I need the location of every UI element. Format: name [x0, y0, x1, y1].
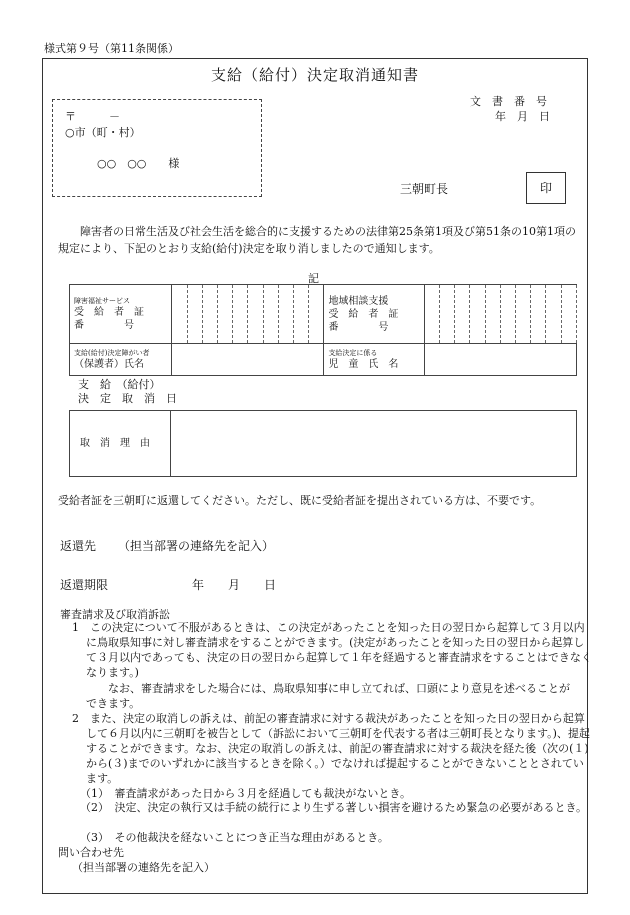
digit-cell	[485, 285, 500, 344]
inquiry-value: （担当部署の連絡先を記入）	[72, 861, 215, 874]
address-box	[52, 99, 262, 197]
digit-cell	[172, 285, 187, 344]
cancel-date-line1: 支 給 （給付）	[78, 378, 161, 391]
digit-cell	[470, 285, 485, 344]
digit-cell	[516, 285, 531, 344]
digit-cell	[500, 285, 515, 344]
document-date-label: 年 月 日	[495, 110, 550, 123]
reason-label-cell	[70, 411, 171, 477]
appeal-item-2: 2 また、決定の取消しの訴えは、前記の審査請求に対する裁決があったことを知った日の翌日から起算して６月以内に三朝町を被告として（訴訟において三朝町を代表する者は三朝町長となります。)、提起することができます。なお、決定の取消しの訴えは、前記の審査請求に対する裁決を経た後（次の(１)から(３)までのいずれかに該当するときを除く。）でなければ提起することができないこととされています。	[72, 712, 590, 785]
digit-cell	[309, 285, 324, 344]
postal-code: 〒 －	[65, 110, 120, 123]
recipient-cert-label-cell	[70, 285, 172, 344]
reason-value	[171, 411, 577, 477]
ki-label: 記	[308, 272, 319, 285]
digit-cell	[546, 285, 561, 344]
return-deadline-label: 返還期限	[60, 578, 109, 592]
appeal-sub-3: （3） その他裁決を経ないことにつき正当な理由があるとき。	[80, 831, 389, 844]
digit-cell	[278, 285, 293, 344]
consult-cert-line3: 番 号	[328, 321, 389, 333]
appeal-item-1: 1 この決定について不服があるときは、この決定があったことを知った日の翌日から起算して３月以内に鳥取県知事に対し審査請求をすることができます。(決定があったことを知った日の翌日から起算して３月以内であっても、決定の日の翌日から起算して１年を経過すると審査請求をすることはできなくなります。)	[72, 621, 592, 679]
guardian-line: （保護者）氏名	[74, 359, 144, 370]
recipient-cert-line2: 番 号	[74, 320, 134, 331]
child-line: 児 童 氏 名	[328, 359, 399, 370]
document-number-label: 文 書 番 号	[470, 95, 547, 108]
cancel-date-line2: 決 定 取 消 日	[78, 392, 177, 405]
document-title: 支給（給付）決定取消通知書	[210, 66, 419, 84]
recipient-cert-top: 障害福祉サービス	[74, 297, 130, 305]
address-city: ○市（町・村）	[65, 126, 141, 139]
digit-cell	[424, 285, 439, 344]
digit-cell	[263, 285, 278, 344]
digit-cell	[218, 285, 233, 344]
return-destination-label: 返還先	[60, 539, 97, 553]
digit-cell	[455, 285, 470, 344]
appeal-heading: 審査請求及び取消訴訟	[60, 608, 170, 621]
seal-box	[526, 172, 566, 204]
digit-cell	[248, 285, 263, 344]
child-top: 支給決定に係る	[328, 349, 378, 357]
inquiry-heading: 問い合わせ先	[58, 846, 124, 859]
info-table	[69, 284, 577, 376]
digit-cell	[440, 285, 455, 344]
digit-cell	[187, 285, 202, 344]
digit-cell	[531, 285, 546, 344]
consult-cert-line2: 受 給 者 証	[328, 308, 399, 320]
recipient-name: ○○ ○○ 様	[97, 157, 180, 170]
return-deadline-value: 年 月 日	[192, 578, 277, 592]
child-label-cell	[324, 344, 424, 376]
appeal-sub-2: （2） 決定、決定の執行又は手続の続行により生ずる著しい損害を避けるため緊急の必要があるとき。	[80, 801, 588, 814]
child-name-value	[424, 344, 576, 376]
intro-text: 障害者の日常生活及び社会生活を総合的に支援するための法律第25条第1項及び第51条の10第1項の規定により、下記のとおり支給(給付)決定を取り消しましたので通知します。	[58, 225, 576, 255]
guardian-top: 支給(給付)決定障がい者	[74, 349, 150, 357]
return-destination-value: （担当部署の連絡先を記入）	[118, 539, 275, 553]
reason-label: 取 消 理 由	[80, 438, 150, 449]
guardian-label-cell	[70, 344, 172, 376]
guardian-name-value	[172, 344, 324, 376]
digit-cell	[561, 285, 576, 344]
seal-mark: 印	[539, 181, 552, 195]
digit-cell	[233, 285, 248, 344]
recipient-cert-line1: 受 給 者 証	[74, 307, 144, 318]
appeal-item-1-note: なお、審査請求をした場合には、鳥取県知事に申し立てれば、口頭により意見を述べることができます。	[86, 682, 570, 710]
appeal-sub-1: （1） 審査請求があった日から３月を経過しても裁決がないとき。	[80, 787, 411, 800]
digit-cell	[202, 285, 217, 344]
digit-cell	[294, 285, 309, 344]
cancel-date-label	[78, 378, 177, 406]
reason-table	[69, 410, 577, 477]
consult-cert-line1: 地域相談支援	[328, 295, 389, 307]
return-notice: 受給者証を三朝町に返還してください。ただし、既に受給者証を提出されている方は、不要です。	[58, 494, 542, 507]
consult-cert-label-cell	[324, 285, 424, 344]
issuer-name: 三朝町長	[400, 182, 449, 196]
form-number: 様式第９号（第11条関係）	[44, 42, 179, 55]
